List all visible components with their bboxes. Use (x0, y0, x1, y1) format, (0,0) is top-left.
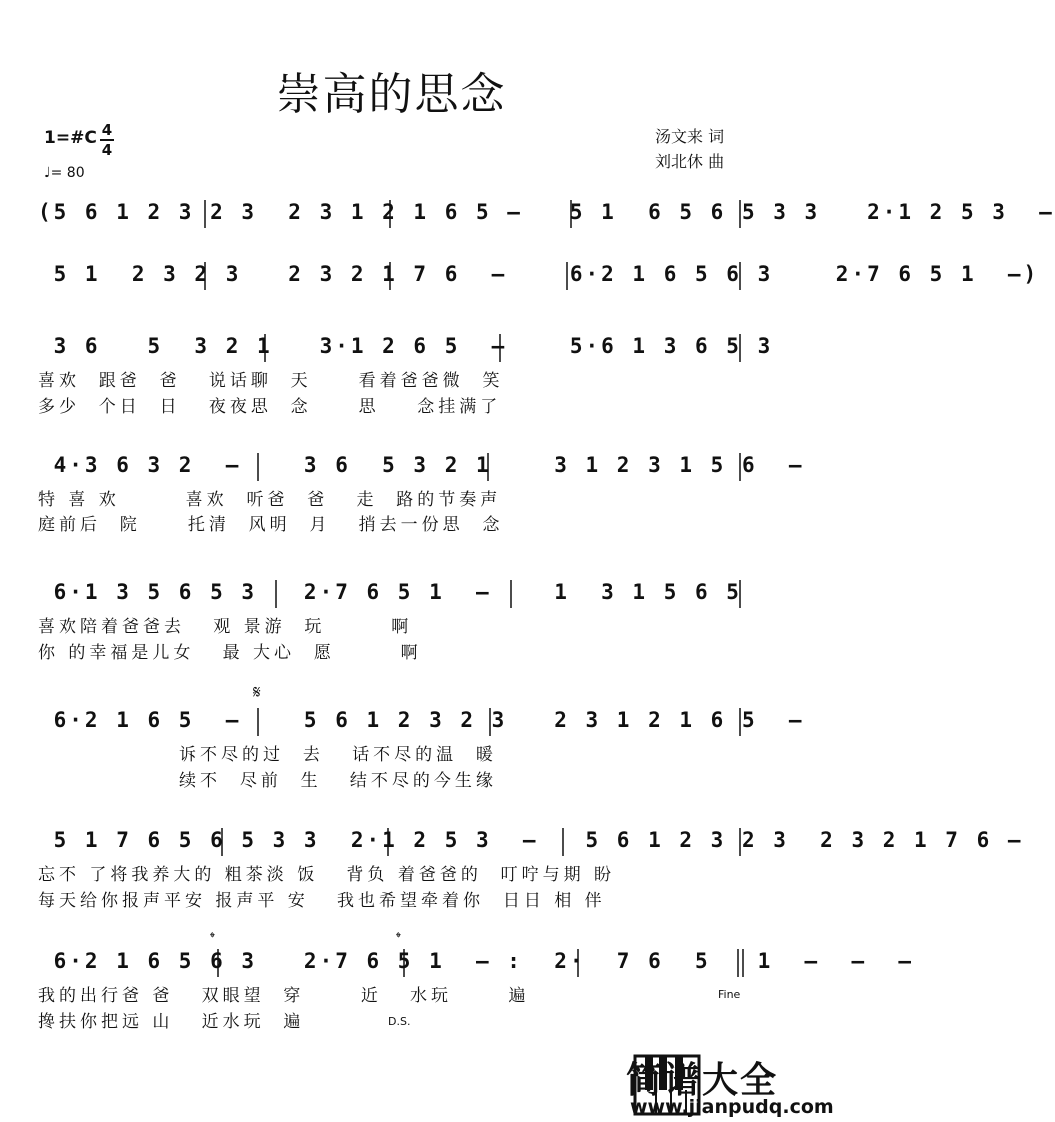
lyric-row-3a: 喜欢 跟爸 爸 说话聊 天 看着爸爸微 笑 (38, 371, 504, 391)
lyric-row-7a: 忘不 了将我养大的 粗茶淡 饭 背负 着爸爸的 叮咛与期 盼 (38, 865, 616, 885)
notation-row-4: 4·3 6 3 2 – 3 6 5 3 2 1 3 1 2 3 1 5 6 – (38, 453, 805, 477)
meter-bottom: 4 (101, 141, 113, 159)
key-signature: 1=#C (44, 128, 97, 148)
notation-row-5: 6·1 3 5 6 5 3 2·7 6 5 1 – 1 3 1 5 6 5 (38, 580, 742, 604)
lyric-row-7b: 每天给你报声平安 报声平 安 我也希望牵着你 日日 相 伴 (38, 891, 606, 911)
time-signature (100, 122, 114, 158)
song-title: 崇高的思念 (276, 69, 507, 120)
coda-sign-2: 𝄌 (396, 930, 401, 946)
lyric-row-8a: 我的出行爸 爸 双眼望 穿 近 水玩 遍 (38, 986, 530, 1006)
lyricist: 汤文来 词 (655, 127, 725, 146)
ds-marking: D.S. (388, 1015, 411, 1028)
lyric-row-4a: 特 喜 欢 喜欢 听爸 爸 走 路的节奏声 (38, 490, 502, 510)
notation-row-1: (5 6 1 2 3 2 3 2 3 1 2 1 6 5 – 5 1 6 5 6 5 3 3 2·1 2 5 3 – (38, 200, 1055, 224)
credits (655, 124, 724, 174)
lyric-row-8b: 搀扶你把远 山 近水玩 遍 (38, 1012, 305, 1032)
lyric-row-6b: 续不 尽前 生 结不尽的今生缘 (38, 771, 497, 791)
lyric-row-6a: 诉不尽的过 去 话不尽的温 暖 (38, 745, 497, 765)
lyric-row-5b: 你 的幸福是儿女 最 大心 愿 啊 (38, 643, 422, 663)
notation-row-2: 5 1 2 3 2 3 2 3 2 1 7 6 – 6·2 1 6 5 6 3 2·7 6 5 1 –) (38, 262, 1040, 286)
lyric-row-5a: 喜欢陪着爸爸去 观 景游 玩 啊 (38, 617, 413, 637)
lyric-row-3b: 多少 个日 日 夜夜思 念 思 念挂满了 (38, 397, 502, 417)
notation-row-7: 5 1 7 6 5 6 5 3 3 2·1 2 5 3 – 5 6 1 2 3 2 3 2 3 2 1 7 6 – (38, 828, 1024, 852)
logo-text: 简谱大全 (626, 1060, 779, 1101)
notation-row-8: 6·2 1 6 5 6 3 2·7 6 5 1 – : 2· 7 6 5 1 – – – (38, 949, 915, 973)
fine-marking: Fine (718, 988, 741, 1001)
lyric-row-4b: 庭前后 院 托清 风明 月 捎去一份思 念 (38, 515, 504, 535)
coda-sign-1: 𝄌 (210, 930, 215, 946)
logo-url[interactable]: www.jianpudq.com (630, 1096, 834, 1118)
notation-row-6: 6·2 1 6 5 – 5 6 1 2 3 2 3 2 3 1 2 1 6 5 – (38, 708, 805, 732)
tempo-marking: ♩= 80 (44, 165, 85, 181)
composer: 刘北休 曲 (655, 152, 725, 171)
meter-top: 4 (101, 121, 113, 139)
notation-row-3: 3 6 5 3 2 1 3·1 2 6 5 – 5·6 1 3 6 5 3 (38, 334, 774, 358)
segno-sign: 𝄋 (253, 682, 261, 703)
